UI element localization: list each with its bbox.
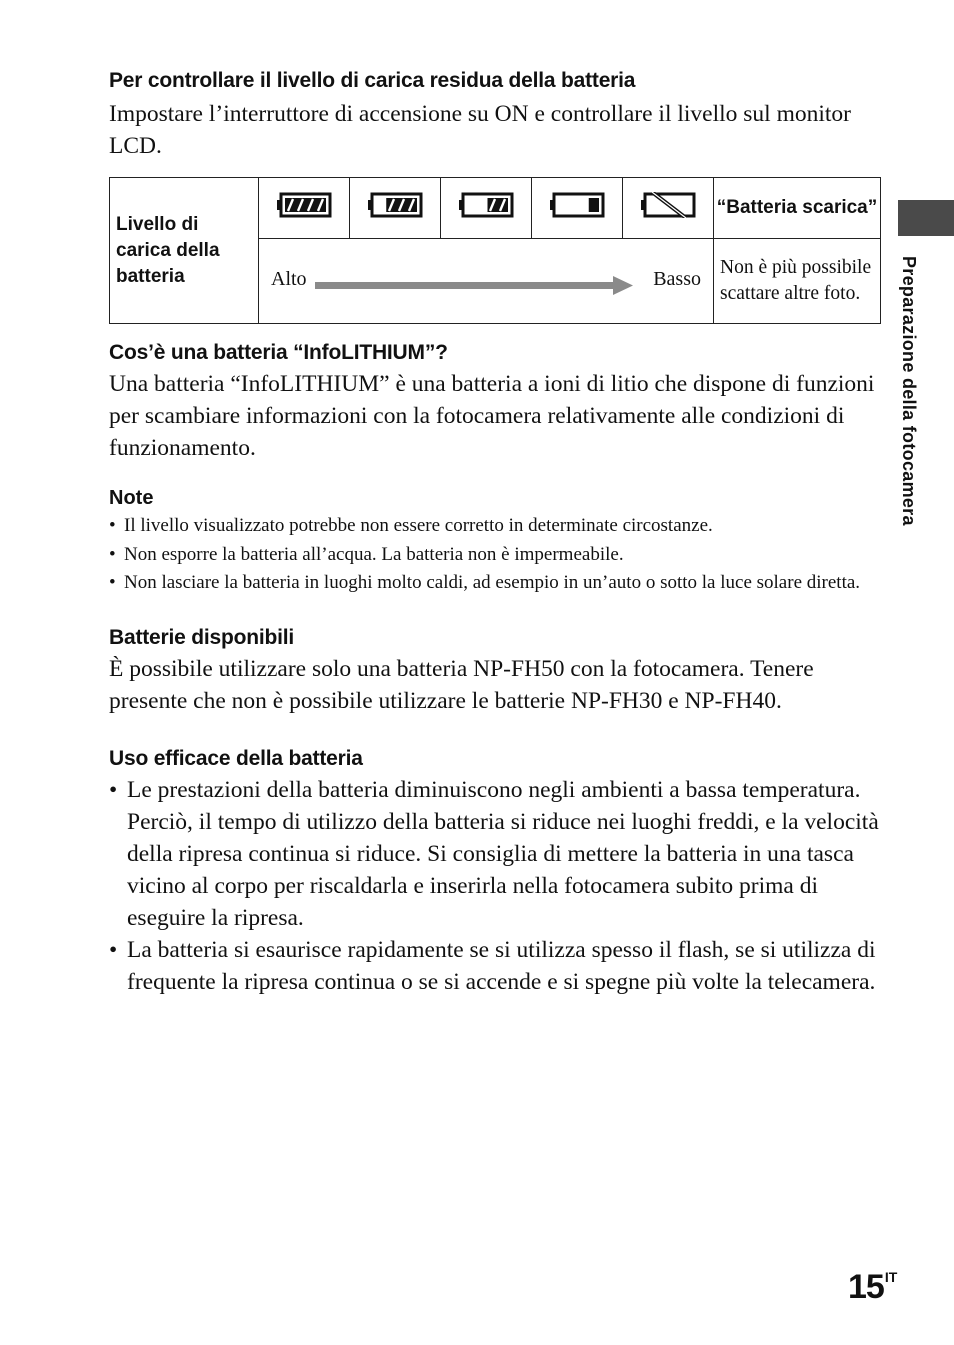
chapter-side-label: Preparazione della fotocamera	[899, 256, 919, 526]
battery-level-cell-3	[441, 178, 532, 239]
page-language-code: IT	[884, 1269, 898, 1285]
battery-half-icon-drawing	[458, 192, 514, 218]
battery-level-table	[109, 177, 881, 324]
text-infolithium: Una batteria “InfoLITHIUM” è una batteria a ioni di litio che dispone di funzioni per scambiare informazioni con la fotocamera relativamente alle condizioni di funzionamento.	[109, 371, 875, 461]
battery-scale-row	[259, 239, 714, 324]
page-number-value: 15	[848, 1268, 884, 1306]
heading-efficient-use: Uso efficace della batteria	[109, 746, 363, 770]
battery-level-label: Livello di carica della batteria	[110, 178, 259, 324]
battery-low-icon-drawing	[549, 192, 605, 218]
battery-half-icon	[458, 202, 514, 223]
note-item: • Non esporre la batteria all’acqua. La batteria non è impermeabile.	[109, 541, 879, 570]
battery-three-quarter-icon	[367, 202, 423, 223]
scale-low-label: Basso	[653, 268, 701, 290]
scale-high-label: Alto	[271, 268, 307, 290]
note-item: • Non lasciare la batteria in luoghi molto caldi, ad esempio in un’auto o sotto la luce solare diretta.	[109, 569, 879, 598]
battery-empty-description: Non è più possibile scattare altre foto.	[714, 239, 881, 324]
battery-level-cell-2	[350, 178, 441, 239]
battery-level-cell-5	[623, 178, 714, 239]
page-content	[109, 66, 879, 998]
text-check-battery: Impostare l’interruttore di accensione su ON e controllare il livello sul monitor LCD.	[109, 101, 851, 159]
heading-available-batteries: Batterie disponibili	[109, 625, 295, 649]
battery-low-icon	[549, 202, 605, 223]
notes-heading: Note	[109, 487, 154, 509]
efficient-use-item: • Le prestazioni della batteria diminuiscono negli ambienti a bassa temperatura. Perciò, il tempo di utilizzo della batteria si riduce nei luoghi freddi, e la velocità della ripresa continua si riduce. Si consiglia di mettere la batteria in una tasca vicino al corpo per riscaldarla e inserirla nella fotocamera subito prima di eseguire la ripresa.	[109, 774, 879, 934]
heading-infolithium: Cos’è una batteria “InfoLITHIUM”?	[109, 341, 448, 364]
battery-empty-label: “Batteria scarica”	[714, 178, 881, 239]
battery-level-cell-4	[532, 178, 623, 239]
heading-check-battery: Per controllare il livello di carica residua della batteria	[109, 69, 636, 92]
battery-level-cell-1	[259, 178, 350, 239]
notes-list	[109, 512, 879, 598]
note-item: • Il livello visualizzato potrebbe non essere corretto in determinate circostanze.	[109, 512, 879, 541]
efficient-use-list	[109, 774, 879, 998]
battery-empty-icon	[640, 202, 696, 223]
battery-full-icon-drawing	[276, 192, 332, 218]
text-available-batteries: È possibile utilizzare solo una batteria NP-FH50 con la fotocamera. Tenere presente che non è possibile utilizzare le batterie NP-FH30 e NP-FH40.	[109, 655, 814, 714]
arrow-right-icon	[315, 275, 635, 297]
battery-empty-icon-drawing	[640, 192, 696, 218]
page-number	[848, 1268, 897, 1307]
battery-three-quarter-icon-drawing	[367, 192, 423, 218]
efficient-use-item: • La batteria si esaurisce rapidamente se si utilizza spesso il flash, se si utilizza di frequente la ripresa continua o se si accende e si spegne più volte la telecamera.	[109, 934, 879, 998]
chapter-tab-marker	[898, 200, 954, 236]
battery-full-icon	[276, 202, 332, 223]
